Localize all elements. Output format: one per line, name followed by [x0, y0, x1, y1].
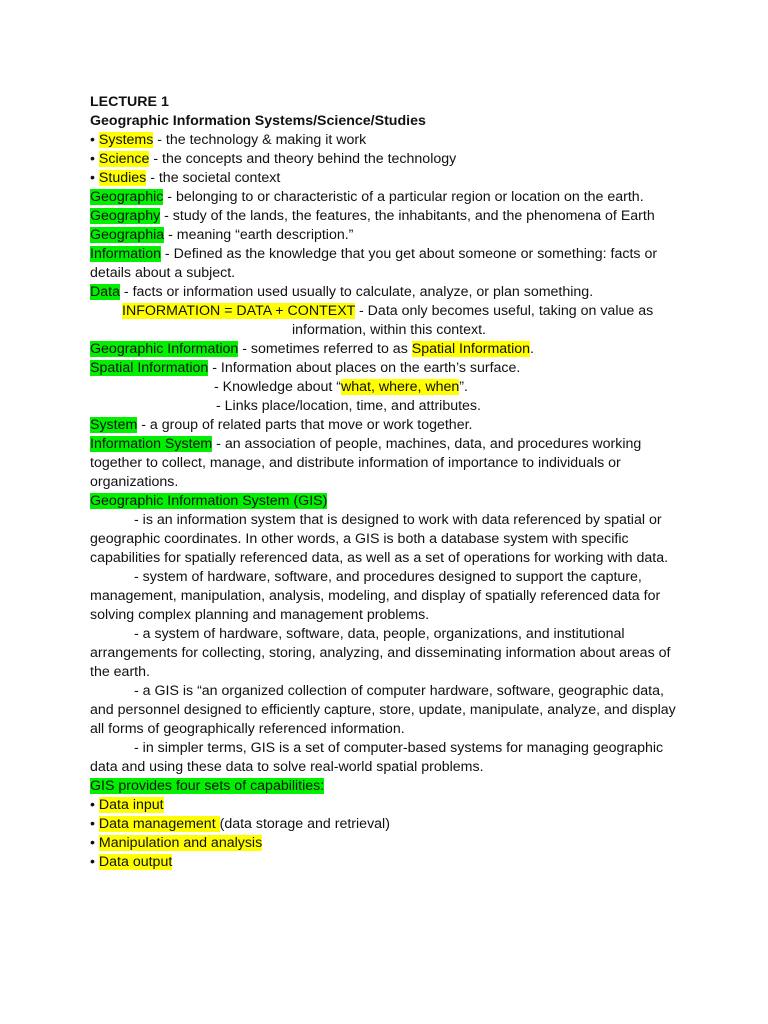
term-desc: - Defined as the knowledge that you get about someone or something: facts or details about a subject.: [90, 246, 658, 281]
term-desc: - study of the lands, the features, the inhabitants, and the phenomena of Earth: [160, 208, 655, 224]
equation-desc: - Data only becomes useful, taking on value as: [355, 303, 654, 319]
term-highlight: Geographic Information: [90, 341, 239, 357]
definition-information-system: [90, 435, 688, 492]
paragraph-text: - a system of hardware, software, data, people, organizations, and institutional arrangements for collecting, storing, analyzing, and disseminating information about areas of the earth.: [90, 626, 671, 680]
definition-spatial-information: [90, 359, 688, 378]
component-item: [90, 150, 688, 169]
paragraph-text: - is an information system that is designed to work with data referenced by spatial or geographic coordinates. In other words, a GIS is both a database system with specific capabilities for spatially referenced data, as well as a set of operations for working with data.: [90, 512, 669, 566]
definition-data: [90, 283, 688, 302]
term-highlight: Data output: [98, 854, 173, 870]
term-highlight: Geographic Information System (GIS): [90, 493, 328, 509]
alt-term-highlight: Spatial Information: [411, 341, 531, 357]
term-desc: - the societal context: [146, 170, 281, 186]
text: - Knowledge about “: [214, 379, 341, 395]
keyword-highlight: what, where, when: [340, 379, 460, 395]
bullet: •: [90, 797, 99, 813]
bullet: •: [90, 854, 99, 870]
definition-geography: [90, 207, 688, 226]
capability-item: [90, 853, 688, 872]
capabilities-heading: [90, 777, 688, 796]
term-desc: - facts or information used usually to calculate, analyze, or plan something.: [119, 284, 594, 300]
bullet: •: [90, 816, 99, 832]
term-desc: - the concepts and theory behind the technology: [149, 151, 457, 167]
term-desc: - a group of related parts that move or work together.: [137, 417, 473, 433]
definition-geographic: [90, 188, 688, 207]
equation-formula: INFORMATION = DATA + CONTEXT: [122, 303, 356, 319]
term-highlight: Geographic: [90, 189, 164, 205]
term-highlight: Information System: [90, 436, 213, 452]
gis-paragraph: [90, 568, 688, 625]
term-highlight: System: [90, 417, 138, 433]
capability-item: [90, 796, 688, 815]
term-highlight: GIS provides four sets of capabilities:: [90, 778, 325, 794]
term-desc: - Information about places on the earth’s surface.: [208, 360, 521, 376]
term-desc: - an association of people, machines, data, and procedures working together to collect, manage, and distribute information of importance to individuals or organizations.: [90, 436, 642, 490]
term-highlight: Geographia: [90, 227, 165, 243]
text: ”.: [459, 379, 468, 395]
equation-line: [90, 302, 688, 321]
bullet: •: [90, 170, 99, 186]
definition-information: [90, 245, 688, 283]
term-highlight: Data management: [98, 816, 220, 832]
capability-item: [90, 815, 688, 834]
bullet: •: [90, 835, 99, 851]
equation-desc: information, within this context.: [292, 322, 486, 338]
paragraph-text: - system of hardware, software, and procedures designed to support the capture, management, manipulation, analysis, modeling, and display of spatially referenced data for solving complex planning and management problems.: [90, 569, 661, 623]
gis-paragraph: [90, 682, 688, 739]
gis-heading: [90, 492, 688, 511]
term-highlight: Data input: [98, 797, 164, 813]
term-highlight: Manipulation and analysis: [98, 835, 263, 851]
term-desc: (data storage and retrieval): [219, 816, 390, 832]
punct: .: [530, 341, 534, 357]
term-highlight: Spatial Information: [90, 360, 209, 376]
term-highlight: Science: [98, 151, 150, 167]
gis-paragraph: [90, 511, 688, 568]
term-desc: - meaning “earth description.”: [164, 227, 354, 243]
paragraph-text: - a GIS is “an organized collection of computer hardware, software, geographic data, and personnel designed to efficiently capture, store, update, manipulate, analyze, and display all forms of geographically referenced information.: [90, 683, 676, 737]
term-highlight: Geography: [90, 208, 161, 224]
term-highlight: Data: [90, 284, 120, 300]
term-highlight: Studies: [98, 170, 147, 186]
term-desc: - belonging to or characteristic of a particular region or location on the earth.: [163, 189, 644, 205]
term-desc: - the technology & making it work: [153, 132, 367, 148]
definition-system: [90, 416, 688, 435]
term-desc: - sometimes referred to as: [238, 341, 412, 357]
component-item: [90, 169, 688, 188]
bullet: •: [90, 132, 99, 148]
paragraph-text: - in simpler terms, GIS is a set of computer-based systems for managing geographic data and using these data to solve real-world spatial problems.: [90, 740, 664, 775]
spatial-info-line-3: - Links place/location, time, and attributes.: [216, 398, 481, 414]
gis-paragraph: [90, 739, 688, 777]
capability-item: [90, 834, 688, 853]
term-highlight: Systems: [98, 132, 154, 148]
equation-line-2: [90, 321, 688, 340]
lecture-label: LECTURE 1: [90, 94, 169, 110]
definition-geographic-information: [90, 340, 688, 359]
bullet: •: [90, 151, 99, 167]
term-highlight: Information: [90, 246, 161, 262]
component-item: [90, 131, 688, 150]
spatial-info-line-2: [90, 378, 688, 397]
gis-paragraph: [90, 625, 688, 682]
document-title: Geographic Information Systems/Science/Studies: [90, 113, 426, 129]
definition-geographia: [90, 226, 688, 245]
